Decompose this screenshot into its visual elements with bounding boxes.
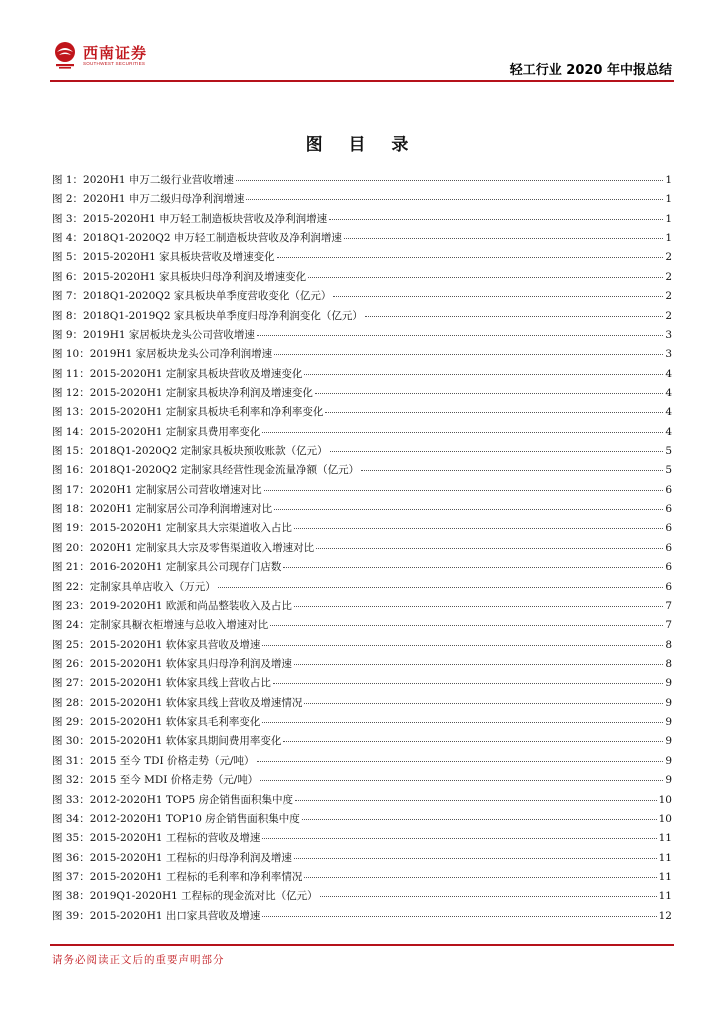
toc-dot-leader	[304, 374, 663, 375]
toc-dot-leader	[262, 838, 656, 839]
toc-entry-label[interactable]: 图 35：2015-2020H1 工程标的营收及增速	[52, 832, 261, 845]
toc-dot-leader	[329, 219, 663, 220]
company-logo-icon	[52, 40, 78, 70]
toc-entry-label[interactable]: 图 28：2015-2020H1 软体家具线上营收及增速情况	[52, 696, 303, 709]
footer-disclaimer: 请务必阅读正文后的重要声明部分	[52, 954, 225, 966]
toc-dot-leader	[320, 896, 657, 897]
toc-entry-label[interactable]: 图 33：2012-2020H1 TOP5 房企销售面积集中度	[52, 793, 294, 806]
toc-entry[interactable]	[52, 713, 672, 732]
toc-entry-page-number[interactable]: 11	[658, 870, 672, 883]
toc-entry-page-number[interactable]: 6	[665, 561, 672, 574]
toc-entry-label[interactable]: 图 27：2015-2020H1 软体家具线上营收占比	[52, 677, 271, 690]
logo-english-name: SOUTHWEST SECURITIES	[83, 61, 146, 66]
toc-entry[interactable]	[52, 403, 672, 422]
toc-entry-label[interactable]: 图 34：2012-2020H1 TOP10 房企销售面积集中度	[52, 812, 300, 825]
toc-entry[interactable]	[52, 384, 672, 403]
toc-entry[interactable]	[52, 616, 672, 635]
figure-list	[52, 171, 672, 926]
toc-dot-leader	[330, 451, 664, 452]
company-logo	[52, 40, 152, 74]
toc-entry-page-number[interactable]: 10	[658, 793, 672, 806]
toc-entry-label[interactable]: 图 11：2015-2020H1 定制家具板块营收及增速变化	[52, 367, 303, 380]
toc-entry-label[interactable]: 图 30：2015-2020H1 软体家具期间费用率变化	[52, 735, 282, 748]
toc-entry[interactable]	[52, 481, 672, 500]
toc-dot-leader	[218, 587, 664, 588]
toc-entry-page-number[interactable]: 6	[665, 503, 672, 516]
toc-entry-page-number[interactable]: 8	[665, 638, 672, 651]
toc-dot-leader	[273, 683, 663, 684]
toc-entry-page-number[interactable]: 6	[665, 580, 672, 593]
toc-entry-label[interactable]: 图 9：2019H1 家居板块龙头公司营收增速	[52, 328, 255, 341]
toc-entry[interactable]	[52, 907, 672, 926]
toc-entry-label[interactable]: 图 16：2018Q1-2020Q2 定制家具经营性现金流量净额（亿元）	[52, 464, 360, 477]
toc-dot-leader	[344, 238, 663, 239]
toc-dot-leader	[283, 567, 663, 568]
toc-entry[interactable]	[52, 519, 672, 538]
toc-entry[interactable]	[52, 461, 672, 480]
toc-entry-label[interactable]: 图 32：2015 至今 MDI 价格走势（元/吨）	[52, 774, 259, 787]
toc-dot-leader	[294, 858, 657, 859]
toc-entry[interactable]	[52, 423, 672, 442]
page-header	[0, 0, 724, 82]
toc-entry-label[interactable]: 图 3：2015-2020H1 申万轻工制造板块营收及净利润增速	[52, 212, 328, 225]
toc-entry-page-number[interactable]: 8	[665, 657, 672, 670]
toc-entry[interactable]	[52, 829, 672, 848]
toc-dot-leader	[257, 761, 664, 762]
toc-entry-label[interactable]: 图 24：定制家具橱衣柜增速与总收入增速对比	[52, 619, 269, 632]
toc-entry[interactable]	[52, 500, 672, 519]
toc-entry[interactable]	[52, 674, 672, 693]
toc-entry-page-number[interactable]: 5	[665, 445, 672, 458]
toc-entry[interactable]	[52, 210, 672, 229]
toc-entry[interactable]	[52, 539, 672, 558]
toc-entry-label[interactable]: 图 23：2019-2020H1 欧派和尚品整装收入及占比	[52, 599, 292, 612]
toc-entry-label[interactable]: 图 1：2020H1 申万二级行业营收增速	[52, 174, 234, 186]
logo-chinese-name: 西南证券	[83, 44, 148, 62]
toc-entry-page-number[interactable]: 1	[665, 193, 672, 206]
toc-entry[interactable]	[52, 326, 672, 345]
toc-entry-page-number[interactable]: 7	[665, 619, 672, 632]
toc-dot-leader	[302, 819, 657, 820]
toc-entry-page-number[interactable]: 9	[665, 754, 672, 767]
toc-dot-leader	[325, 412, 663, 413]
toc-entry-page-number[interactable]: 2	[665, 270, 672, 283]
toc-entry[interactable]	[52, 307, 672, 326]
toc-entry-page-number[interactable]: 1	[665, 232, 672, 245]
toc-entry-label[interactable]: 图 7：2018Q1-2020Q2 家具板块单季度营收变化（亿元）	[52, 290, 332, 303]
toc-entry[interactable]	[52, 578, 672, 597]
toc-entry-page-number[interactable]: 10	[658, 812, 672, 825]
toc-entry-page-number[interactable]: 2	[665, 290, 672, 303]
toc-entry[interactable]	[52, 190, 672, 209]
toc-entry-page-number[interactable]: 12	[658, 909, 672, 922]
toc-dot-leader	[260, 780, 663, 781]
toc-entry-page-number[interactable]: 2	[665, 309, 672, 322]
toc-entry-label[interactable]: 图 6：2015-2020H1 家具板块归母净利润及增速变化	[52, 270, 307, 283]
toc-entry-page-number[interactable]: 9	[665, 735, 672, 748]
toc-entry-label[interactable]: 图 31：2015 至今 TDI 价格走势（元/吨）	[52, 754, 255, 767]
toc-entry-label[interactable]: 图 29：2015-2020H1 软体家具毛利率变化	[52, 716, 261, 729]
toc-entry[interactable]	[52, 597, 672, 616]
toc-entry[interactable]	[52, 365, 672, 384]
toc-dot-leader	[315, 393, 663, 394]
toc-entry-label[interactable]: 图 37：2015-2020H1 工程标的毛利率和净利率情况	[52, 870, 303, 883]
toc-entry[interactable]	[52, 287, 672, 306]
toc-entry[interactable]	[52, 558, 672, 577]
toc-entry-label[interactable]: 图 18：2020H1 定制家居公司净利润增速对比	[52, 503, 273, 516]
toc-entry[interactable]	[52, 345, 672, 364]
toc-entry-page-number[interactable]: 6	[665, 522, 672, 535]
report-title: 轻工行业 2020 年中报总结	[509, 63, 672, 78]
toc-entry-label[interactable]: 图 14：2015-2020H1 定制家具费用率变化	[52, 425, 261, 438]
toc-entry-label[interactable]: 图 25：2015-2020H1 软体家具营收及增速	[52, 638, 261, 651]
toc-entry-page-number[interactable]: 9	[665, 716, 672, 729]
toc-dot-leader	[304, 703, 663, 704]
toc-entry[interactable]	[52, 171, 672, 190]
toc-entry-label[interactable]: 图 36：2015-2020H1 工程标的归母净利润及增速	[52, 851, 292, 864]
toc-dot-leader	[274, 509, 663, 510]
toc-entry-page-number[interactable]: 11	[658, 890, 672, 903]
toc-entry[interactable]	[52, 887, 672, 906]
toc-entry-label[interactable]: 图 20：2020H1 定制家具大宗及零售渠道收入增速对比	[52, 541, 315, 554]
toc-entry-page-number[interactable]: 4	[665, 425, 672, 438]
toc-dot-leader	[361, 470, 663, 471]
toc-dot-leader	[246, 199, 663, 200]
toc-entry-page-number[interactable]: 2	[665, 251, 672, 264]
toc-entry-label[interactable]: 图 5：2015-2020H1 家具板块营收及增速变化	[52, 251, 275, 264]
toc-entry-label[interactable]: 图 26：2015-2020H1 软体家具归母净利润及增速	[52, 657, 292, 670]
toc-entry-page-number[interactable]: 6	[665, 541, 672, 554]
toc-dot-leader	[264, 490, 664, 491]
toc-entry[interactable]	[52, 771, 672, 790]
page-heading: 图 目 录	[305, 135, 419, 155]
toc-entry-page-number[interactable]: 5	[665, 464, 672, 477]
footer-divider	[50, 944, 674, 946]
toc-entry-label[interactable]: 图 21：2016-2020H1 定制家具公司现存门店数	[52, 561, 282, 574]
toc-entry[interactable]	[52, 752, 672, 771]
toc-dot-leader	[333, 296, 663, 297]
toc-entry-label[interactable]: 图 8：2018Q1-2019Q2 家具板块单季度归母净利润变化（亿元）	[52, 309, 363, 322]
toc-entry[interactable]	[52, 248, 672, 267]
toc-entry-label[interactable]: 图 13：2015-2020H1 定制家具板块毛利率和净利率变化	[52, 406, 324, 419]
toc-dot-leader	[316, 548, 663, 549]
toc-entry-page-number[interactable]: 4	[665, 367, 672, 380]
toc-dot-leader	[294, 528, 663, 529]
toc-dot-leader	[270, 625, 663, 626]
toc-entry-page-number[interactable]: 11	[658, 832, 672, 845]
toc-entry-label[interactable]: 图 15：2018Q1-2020Q2 定制家具板块预收账款（亿元）	[52, 445, 328, 458]
toc-dot-leader	[262, 916, 656, 917]
toc-dot-leader	[365, 316, 663, 317]
toc-dot-leader	[262, 432, 663, 433]
toc-dot-leader	[294, 606, 663, 607]
toc-entry-page-number[interactable]: 1	[665, 212, 672, 225]
toc-dot-leader	[277, 257, 664, 258]
toc-entry-label[interactable]: 图 39：2015-2020H1 出口家具营收及增速	[52, 909, 261, 922]
toc-entry-page-number[interactable]: 3	[665, 328, 672, 341]
toc-entry[interactable]	[52, 268, 672, 287]
toc-entry[interactable]	[52, 229, 672, 248]
toc-dot-leader	[304, 877, 656, 878]
toc-entry-page-number[interactable]: 1	[665, 174, 672, 186]
toc-entry-label[interactable]: 图 4：2018Q1-2020Q2 申万轻工制造板块营收及净利润增速	[52, 232, 342, 245]
toc-dot-leader	[295, 800, 657, 801]
toc-dot-leader	[262, 645, 663, 646]
toc-entry-label[interactable]: 图 12：2015-2020H1 定制家具板块净利润及增速变化	[52, 386, 313, 399]
toc-dot-leader	[294, 664, 663, 665]
toc-entry-page-number[interactable]: 9	[665, 774, 672, 787]
toc-entry-page-number[interactable]: 11	[658, 851, 672, 864]
toc-entry-page-number[interactable]: 9	[665, 696, 672, 709]
toc-dot-leader	[308, 277, 663, 278]
toc-entry[interactable]	[52, 694, 672, 713]
toc-dot-leader	[283, 741, 663, 742]
toc-entry[interactable]	[52, 655, 672, 674]
toc-entry-label[interactable]: 图 19：2015-2020H1 定制家具大宗渠道收入占比	[52, 522, 292, 535]
toc-dot-leader	[262, 722, 663, 723]
toc-entry-label[interactable]: 图 10：2019H1 家居板块龙头公司净利润增速	[52, 348, 273, 361]
toc-entry-label[interactable]: 图 22：定制家具单店收入（万元）	[52, 580, 216, 593]
toc-dot-leader	[257, 335, 663, 336]
toc-entry-label[interactable]: 图 17：2020H1 定制家居公司营收增速对比	[52, 483, 262, 496]
toc-entry-page-number[interactable]: 4	[665, 406, 672, 419]
toc-entry[interactable]	[52, 810, 672, 829]
toc-entry-page-number[interactable]: 4	[665, 386, 672, 399]
toc-dot-leader	[236, 180, 663, 181]
toc-entry[interactable]	[52, 791, 672, 810]
toc-entry-page-number[interactable]: 9	[665, 677, 672, 690]
toc-entry[interactable]	[52, 868, 672, 887]
toc-entry[interactable]	[52, 636, 672, 655]
toc-dot-leader	[274, 354, 663, 355]
toc-entry-page-number[interactable]: 3	[665, 348, 672, 361]
toc-entry-label[interactable]: 图 2：2020H1 申万二级归母净利润增速	[52, 193, 245, 206]
toc-entry[interactable]	[52, 849, 672, 868]
toc-entry-page-number[interactable]: 6	[665, 483, 672, 496]
header-divider	[50, 80, 674, 82]
toc-entry-page-number[interactable]: 7	[665, 599, 672, 612]
toc-entry[interactable]	[52, 442, 672, 461]
toc-entry[interactable]	[52, 732, 672, 751]
toc-entry-label[interactable]: 图 38：2019Q1-2020H1 工程标的现金流对比（亿元）	[52, 890, 318, 903]
